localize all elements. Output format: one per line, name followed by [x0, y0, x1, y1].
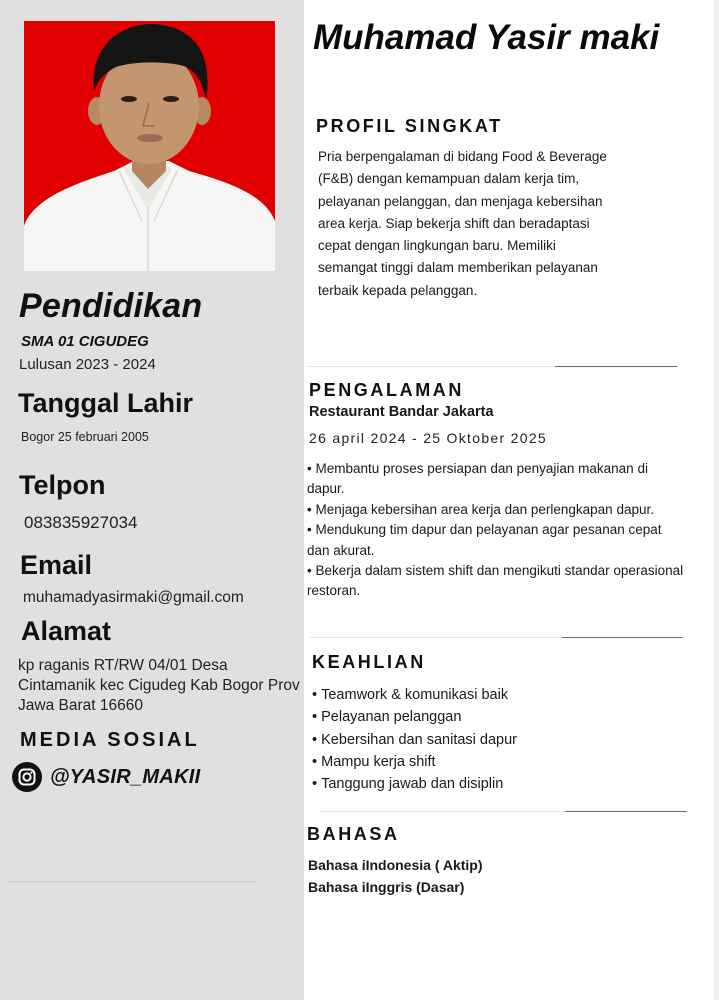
birth-date: Bogor 25 februari 2005 [21, 430, 149, 444]
duty-item: • Bekerja dalam sistem shift dan mengikuti standar operasional restoran. [307, 561, 687, 602]
profile-heading: PROFIL SINGKAT [316, 116, 503, 136]
skills-list [312, 684, 517, 795]
profile-summary: Pria berpengalaman di bidang Food & Beverage (F&B) dengan kemampuan dalam kerja tim, pelayanan pelanggan, dan menjaga kebersihan area kerja. Siap bekerja shift dan beradaptasi cepat dengan lingkungan baru. Memiliki semangat tinggi dalam memberikan pelayanan terbaik kepada pelanggan. [318, 149, 607, 298]
languages-list [308, 854, 483, 898]
phone-heading: Telpon [19, 470, 106, 500]
language-item: Bahasa iInggris (Dasar) [308, 879, 465, 895]
phone-number: 083835927034 [24, 513, 138, 532]
address-text: kp raganis RT/RW 04/01 Desa Cintamanik kec Cigudeg Kab Bogor Prov Jawa Barat 16660 [18, 657, 300, 714]
language-item: Bahasa iIndonesia ( Aktip) [308, 857, 483, 873]
school-name: SMA 01 CIGUDEG [21, 333, 149, 350]
skill-item: • Tanggung jawab dan disiplin [312, 773, 517, 795]
profile-photo [24, 21, 275, 271]
company-name: Restaurant Bandar Jakarta [309, 404, 494, 420]
duty-item: • Menjaga kebersihan area kerja dan perlengkapan dapur. [307, 500, 687, 520]
instagram-icon [12, 762, 42, 792]
page-edge [714, 0, 719, 1000]
social-media-heading: MEDIA SOSIAL [20, 729, 200, 751]
section-divider [308, 366, 678, 367]
email-address: muhamadyasirmaki@gmail.com [23, 589, 244, 606]
duties-list [307, 459, 687, 602]
section-divider [320, 811, 687, 812]
portrait-image [24, 21, 275, 271]
employment-period: 26 april 2024 - 25 Oktober 2025 [309, 430, 547, 446]
instagram-row [12, 762, 201, 792]
skill-item: • Pelayanan pelanggan [312, 706, 517, 728]
sidebar-divider [8, 881, 255, 883]
education-heading: Pendidikan [19, 287, 203, 325]
graduation-years: Lulusan 2023 - 2024 [19, 356, 156, 373]
sidebar [0, 0, 304, 1000]
email-heading: Email [20, 550, 93, 580]
skill-item: • Mampu kerja shift [312, 751, 517, 773]
birth-heading: Tanggal Lahir [18, 388, 194, 418]
address-heading: Alamat [21, 616, 112, 646]
full-name: Muhamad Yasir maki [313, 18, 660, 57]
duty-item: • Membantu proses persiapan dan penyajian makanan di dapur. [307, 459, 687, 500]
section-divider [310, 637, 683, 638]
skill-item: • Teamwork & komunikasi baik [312, 684, 517, 706]
skill-item: • Kebersihan dan sanitasi dapur [312, 729, 517, 751]
experience-heading: PENGALAMAN [309, 380, 464, 400]
duty-item: • Mendukung tim dapur dan pelayanan agar pesanan cepat dan akurat. [307, 520, 687, 561]
skills-heading: KEAHLIAN [312, 652, 426, 672]
instagram-handle: @YASIR_MAKII [50, 765, 201, 788]
languages-heading: BAHASA [307, 824, 400, 844]
